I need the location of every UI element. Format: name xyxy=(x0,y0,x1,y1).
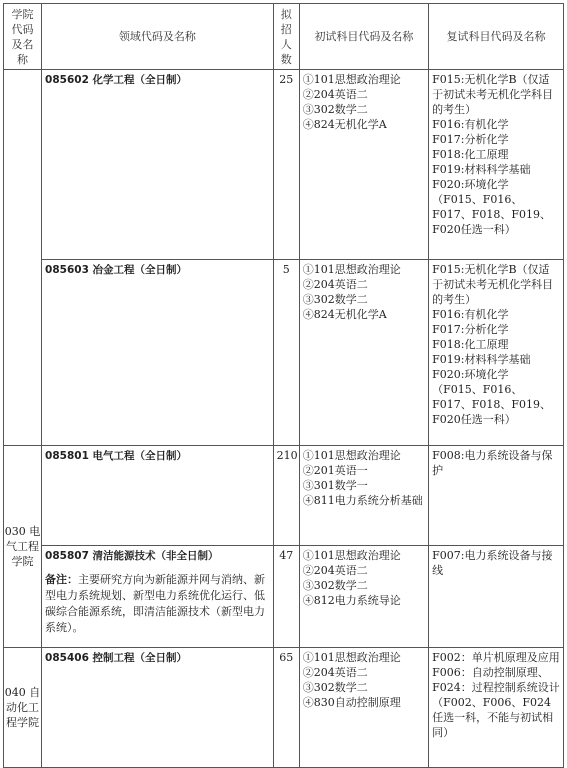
initial-subject: ①101思想政治理论 xyxy=(302,449,401,462)
quota-cell: 210 xyxy=(273,446,299,546)
retest-cell xyxy=(429,648,564,768)
retest-subject: F015:无机化学B（仅适于初试未考无机化学科目的考生） xyxy=(432,73,554,116)
header-quota: 拟招人数 xyxy=(273,4,299,70)
retest-cell xyxy=(429,70,564,260)
retest-subject: F017:分析化学 xyxy=(432,133,509,146)
retest-subject: F017:分析化学 xyxy=(432,323,509,336)
program-title: 085801 电气工程（全日制） xyxy=(45,450,188,462)
retest-subject: F019:材料科学基础 xyxy=(432,353,531,366)
initial-subject: ②201英语一 xyxy=(302,464,368,477)
retest-cell xyxy=(429,446,564,546)
initial-subject: ③302数学二 xyxy=(302,579,368,592)
note-label: 备注： xyxy=(45,573,79,586)
initial-subject: ③302数学二 xyxy=(302,681,368,694)
initial-subject: ②204英语二 xyxy=(302,564,368,577)
initial-cell xyxy=(299,260,428,446)
initial-subject: ①101思想政治理论 xyxy=(302,651,401,664)
quota-cell: 25 xyxy=(273,70,299,260)
initial-subject: ④824无机化学A xyxy=(302,118,387,131)
program-cell xyxy=(42,70,274,260)
retest-cell xyxy=(429,260,564,446)
initial-subject: ②204英语二 xyxy=(302,666,368,679)
table-row xyxy=(4,648,564,768)
initial-subject: ④812电力系统导论 xyxy=(302,594,401,607)
header-retest: 复试科目代码及名称 xyxy=(429,4,564,70)
program-cell xyxy=(42,446,274,546)
retest-subject: F015:无机化学B（仅适于初试未考无机化学科目的考生） xyxy=(432,263,554,306)
program-title: 085602 化学工程（全日制） xyxy=(45,74,188,86)
admissions-table xyxy=(3,3,564,768)
school-cell-blank xyxy=(4,70,42,446)
retest-cell xyxy=(429,546,564,648)
retest-subject: F016:有机化学 xyxy=(432,308,509,321)
header-field: 领域代码及名称 xyxy=(42,4,274,70)
program-cell xyxy=(42,648,274,768)
retest-subject: F006：自动控制原理、F024：过程控制系统设计 xyxy=(432,666,560,694)
retest-subject: （F015、F016、F017、F018、F019、F020任选一科） xyxy=(432,193,552,236)
program-title: 085603 冶金工程（全日制） xyxy=(45,264,188,276)
retest-subject: F020:环境化学 xyxy=(432,368,509,381)
program-title: 085406 控制工程（全日制） xyxy=(45,652,188,664)
initial-subject: ④830自动控制原理 xyxy=(302,696,401,709)
retest-subject: F020:环境化学 xyxy=(432,178,509,191)
header-initial: 初试科目代码及名称 xyxy=(299,4,428,70)
initial-subject: ④824无机化学A xyxy=(302,308,387,321)
initial-subject: ④811电力系统分析基础 xyxy=(302,494,423,507)
table-row xyxy=(4,260,564,446)
program-cell xyxy=(42,546,274,648)
quota-cell: 65 xyxy=(273,648,299,768)
initial-subject: ③302数学二 xyxy=(302,293,368,306)
header-school: 学院代码及名称 xyxy=(4,4,42,70)
initial-cell xyxy=(299,546,428,648)
school-name: 040 自动化工程学院 xyxy=(4,648,42,768)
retest-subject: F018:化工原理 xyxy=(432,338,509,351)
header-row xyxy=(4,4,564,70)
retest-subject: F007:电力系统设备与接线 xyxy=(432,549,553,577)
initial-cell xyxy=(299,446,428,546)
initial-cell xyxy=(299,70,428,260)
retest-subject: F002：单片机原理及应用 xyxy=(432,651,560,664)
initial-subject: ③301数学一 xyxy=(302,479,368,492)
retest-subject: F008:电力系统设备与保护 xyxy=(432,449,553,477)
initial-subject: ①101思想政治理论 xyxy=(302,549,401,562)
initial-subject: ③302数学二 xyxy=(302,103,368,116)
note-text: 主要研究方向为新能源并网与消纳、新型电力系统规划、新型电力系统优化运行、低碳综合能源系统，即清洁能源技术（新型电力系统）。 xyxy=(45,573,266,634)
retest-subject: （F002、F006、F024任选一科，不能与初试相同） xyxy=(432,696,554,739)
quota-cell: 47 xyxy=(273,546,299,648)
table-row xyxy=(4,70,564,260)
table-row xyxy=(4,446,564,546)
retest-subject: F016:有机化学 xyxy=(432,118,509,131)
school-name: 030 电气工程学院 xyxy=(4,446,42,648)
initial-cell xyxy=(299,648,428,768)
initial-subject: ①101思想政治理论 xyxy=(302,73,401,86)
retest-subject: （F015、F016、F017、F018、F019、F020任选一科） xyxy=(432,383,552,426)
initial-subject: ②204英语二 xyxy=(302,88,368,101)
retest-subject: F018:化工原理 xyxy=(432,148,509,161)
program-note xyxy=(45,572,270,636)
retest-subject: F019:材料科学基础 xyxy=(432,163,531,176)
table-row xyxy=(4,546,564,648)
program-cell xyxy=(42,260,274,446)
initial-subject: ①101思想政治理论 xyxy=(302,263,401,276)
quota-cell: 5 xyxy=(273,260,299,446)
initial-subject: ②204英语二 xyxy=(302,278,368,291)
program-title: 085807 清洁能源技术（非全日制） xyxy=(45,550,219,562)
